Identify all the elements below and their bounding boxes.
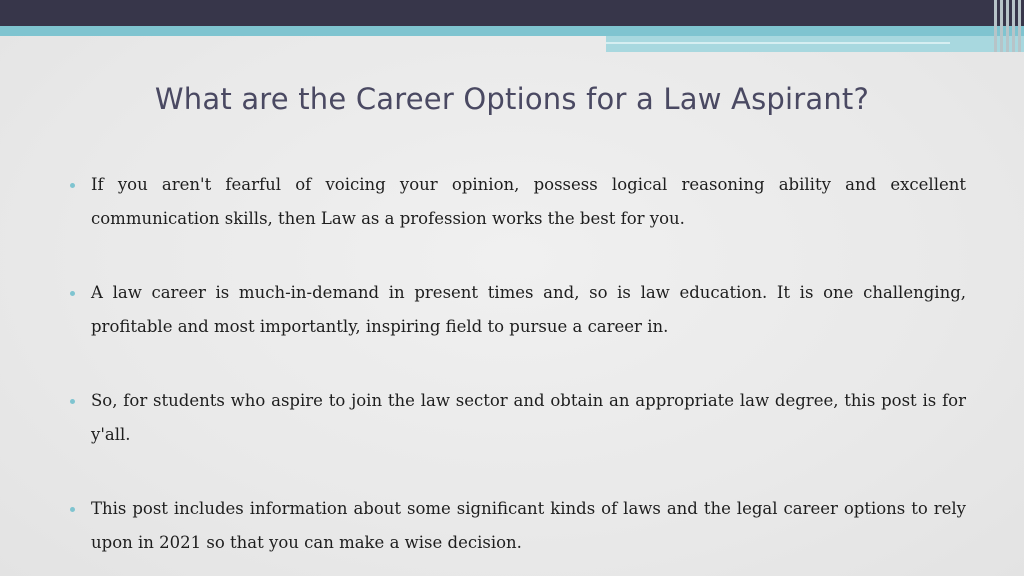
- bullet-list: [70, 168, 966, 576]
- header-accent-band: [0, 26, 1024, 36]
- bullet-item: [70, 492, 966, 560]
- header-accent-band-right: [606, 36, 1024, 52]
- bullet-text: So, for students who aspire to join the law sector and obtain an appropriate law degree, this post is for y'all.: [91, 391, 966, 444]
- slide-title: What are the Career Options for a Law Aspirant?: [154, 82, 870, 116]
- bullet-item: [70, 276, 966, 344]
- bullet-text: This post includes information about some significant kinds of laws and the legal career options to rely upon in 2021 so that you can make a wise decision.: [91, 499, 966, 552]
- bullet-dot-icon: [70, 291, 75, 296]
- header-accent-line: [606, 42, 950, 44]
- header-bar: [0, 0, 1024, 26]
- bullet-item: [70, 384, 966, 452]
- bullet-dot-icon: [70, 183, 75, 188]
- bullet-text: If you aren't fearful of voicing your opinion, possess logical reasoning ability and excellent communication skills, then Law as a profession works the best for you.: [91, 175, 966, 228]
- bullet-item: [70, 168, 966, 236]
- bullet-dot-icon: [70, 399, 75, 404]
- header-stripes: [990, 0, 1024, 52]
- bullet-dot-icon: [70, 507, 75, 512]
- bullet-text: A law career is much-in-demand in present times and, so is law education. It is one challenging, profitable and most importantly, inspiring field to pursue a career in.: [91, 283, 966, 336]
